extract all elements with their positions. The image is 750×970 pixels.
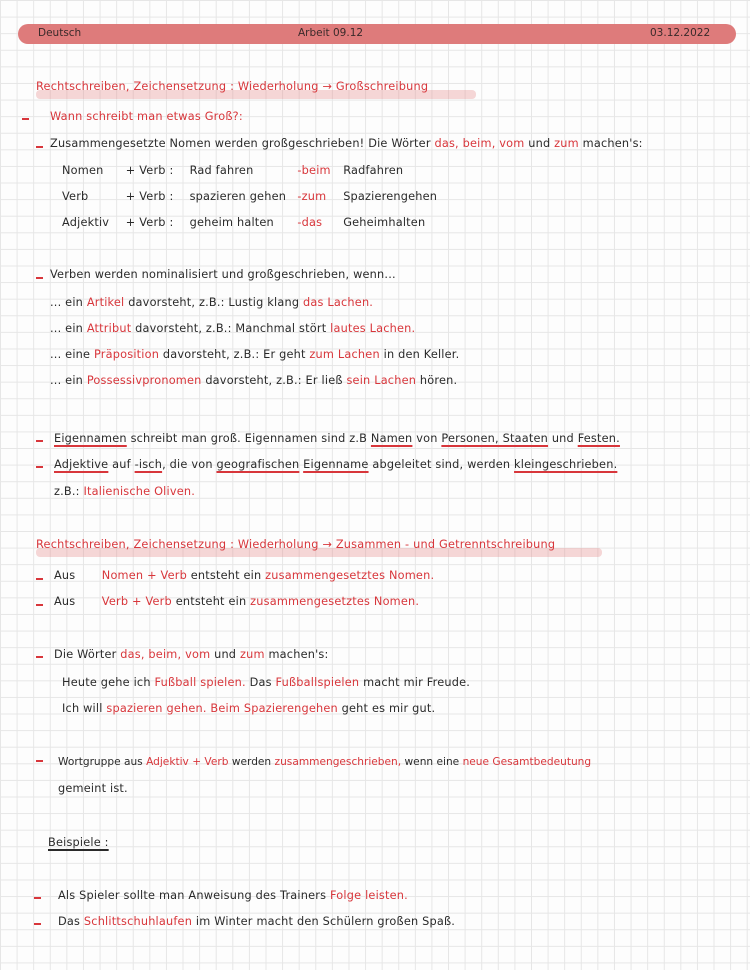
heading-part: Rechtschreiben, Zeichensetzung :: [36, 80, 235, 93]
text: -zum: [297, 190, 327, 203]
text: und: [214, 648, 237, 661]
header-bar: [18, 24, 736, 44]
text: lautes Lachen.: [330, 322, 416, 335]
text: werden: [231, 756, 272, 768]
bullet-dash: [22, 118, 29, 120]
text: Namen: [370, 432, 413, 445]
heading-part: Wiederholung: [237, 80, 319, 93]
example-sentence: [62, 676, 470, 689]
text: von: [416, 432, 438, 445]
text: geheim halten: [189, 216, 274, 229]
text: Schlittschuhlaufen: [83, 915, 193, 928]
text: Eigenname: [303, 458, 369, 471]
text: abgeleitet sind, werden: [372, 458, 511, 471]
text: machen's:: [582, 137, 643, 150]
text: hören.: [419, 374, 458, 387]
compound-rule: [54, 595, 419, 608]
text: + Verb :: [125, 164, 174, 177]
text: Wortgruppe aus: [58, 756, 143, 768]
text: entsteht ein: [175, 595, 247, 608]
bullet-dash: [36, 656, 43, 658]
example-line: [54, 485, 195, 498]
verb-rule: [50, 348, 459, 361]
text: Attribut: [86, 322, 132, 335]
text: das, beim, vom: [434, 137, 525, 150]
section-heading-2: Rechtschreiben, Zeichensetzung : Wiederholung → Zusammen - und Getrenntschreibung: [36, 538, 556, 551]
text: davorsteht, z.B.: Er geht: [162, 348, 306, 361]
text: Geheimhalten: [343, 216, 426, 229]
subject-label: Deutsch: [38, 27, 82, 39]
text: zusammengesetztes Nomen.: [250, 595, 420, 608]
rule-row: [62, 190, 437, 203]
text: Heute gehe ich: [62, 676, 151, 689]
text: Fußball spielen.: [154, 676, 246, 689]
text: und: [528, 137, 551, 150]
text: zusammengesetztes Nomen.: [265, 569, 435, 582]
bullet-dash: [34, 897, 41, 899]
example-sentence: [58, 889, 408, 902]
text: Verb + Verb: [101, 595, 172, 608]
text: ... ein: [50, 374, 84, 387]
text: ... ein: [50, 296, 84, 309]
bullet-dash: [34, 923, 41, 925]
text: ... ein: [50, 322, 84, 335]
adjective-verb-rule: [58, 756, 591, 768]
text: Adjektiv + Verb: [146, 756, 229, 768]
text: davorsteht, z.B.: Lustig klang: [128, 296, 300, 309]
text: Präposition: [93, 348, 160, 361]
heading-part: Wiederholung: [237, 538, 319, 551]
text: ... eine: [50, 348, 91, 361]
text: geht es mir gut.: [341, 702, 436, 715]
text: zusammengeschrieben,: [274, 756, 402, 768]
text: -das: [297, 216, 323, 229]
bullet-dash: [36, 146, 43, 148]
text: zum: [554, 137, 579, 150]
text: + Verb :: [125, 190, 174, 203]
text: Das: [249, 676, 272, 689]
example-sentence: [58, 915, 455, 928]
text: das, beim, vom: [120, 648, 211, 661]
text: Das: [58, 915, 81, 928]
text: zum: [239, 648, 265, 661]
text: Artikel: [86, 296, 125, 309]
text: Fußballspielen: [275, 676, 360, 689]
text: Aus: [54, 595, 76, 608]
verb-rule: [50, 374, 457, 387]
text: Gesamtbedeutung: [492, 756, 592, 768]
text: geografischen: [216, 458, 300, 471]
text: Possessivpronomen: [86, 374, 202, 387]
text: und: [551, 432, 574, 445]
text: das Lachen.: [303, 296, 374, 309]
text: Folge: [330, 889, 362, 902]
text: Nomen + Verb: [101, 569, 187, 582]
text: Personen, Staaten: [441, 432, 549, 445]
text: Adjektive: [54, 458, 109, 471]
text: Adjektiv: [62, 216, 110, 229]
date-label: 03.12.2022: [650, 27, 711, 39]
bullet-dash: [36, 604, 43, 606]
adjective-line: [54, 458, 617, 471]
heading-part: Zusammen - und Getrenntschreibung: [335, 538, 556, 551]
text: auf: [112, 458, 131, 471]
text: Radfahren: [343, 164, 404, 177]
text: wenn eine: [404, 756, 460, 768]
text: Eigennamen: [54, 432, 127, 445]
text: spazieren gehen. Beim Spazierengehen: [106, 702, 338, 715]
text: + Verb :: [125, 216, 174, 229]
verb-intro: Verben werden nominalisiert und großgeschrieben, wenn...: [50, 268, 396, 281]
text: davorsteht, z.B.: Manchmal stört: [135, 322, 327, 335]
text: z.B.:: [54, 485, 80, 498]
text: kleingeschrieben.: [514, 458, 618, 471]
text: zum Lachen: [309, 348, 380, 361]
text: sein Lachen: [346, 374, 417, 387]
text: leisten.: [365, 889, 408, 902]
text: , die von: [162, 458, 213, 471]
verb-rule: [50, 322, 415, 335]
text: neue: [462, 756, 490, 768]
text: -isch: [134, 458, 163, 471]
text: entsteht ein: [190, 569, 262, 582]
question-text: Wann schreibt man etwas Groß?:: [50, 110, 243, 123]
bullet-dash: [36, 578, 43, 580]
rule-row: [62, 216, 425, 229]
text: im Winter macht den Schülern großen Spaß.: [195, 915, 456, 928]
text: Verb: [62, 190, 89, 203]
text: davorsteht, z.B.: Er ließ: [205, 374, 343, 387]
rule-row: [62, 164, 403, 177]
words-line: [54, 648, 328, 661]
text: macht mir Freude.: [363, 676, 471, 689]
text: -beim: [297, 164, 331, 177]
bullet-dash: [36, 440, 43, 442]
bullet-dash: [36, 466, 43, 468]
example-sentence: [62, 702, 435, 715]
section-heading-1: Rechtschreiben, Zeichensetzung : Wiederholung → Großschreibung: [36, 80, 429, 93]
bullet-dash: [36, 277, 43, 279]
proper-nouns-line: [54, 432, 620, 445]
text: Aus: [54, 569, 76, 582]
text: Spazierengehen: [343, 190, 438, 203]
heading-part: Rechtschreiben, Zeichensetzung :: [36, 538, 235, 551]
text: spazieren gehen: [189, 190, 287, 203]
compound-rule: [54, 569, 434, 582]
text: Die Wörter: [54, 648, 117, 661]
rule-continuation: gemeint ist.: [58, 782, 128, 795]
text: in den Keller.: [383, 348, 460, 361]
text: Rad fahren: [189, 164, 254, 177]
text: Italienische Oliven.: [83, 485, 196, 498]
text: Ich will: [62, 702, 103, 715]
text: Als Spieler sollte man Anweisung des Trainers: [58, 889, 327, 902]
examples-heading: Beispiele :: [48, 836, 109, 849]
text: Festen.: [577, 432, 620, 445]
bullet-dash: [36, 760, 43, 762]
heading-part: Großschreibung: [335, 80, 429, 93]
text: Nomen: [62, 164, 104, 177]
paragraph-line: [50, 137, 643, 150]
text: machen's:: [268, 648, 329, 661]
text: schreibt man groß. Eigennamen sind z.B: [130, 432, 368, 445]
page-title: Arbeit 09.12: [298, 27, 364, 39]
text: Zusammengesetzte Nomen werden großgeschrieben! Die Wörter: [50, 137, 431, 150]
verb-rule: [50, 296, 373, 309]
